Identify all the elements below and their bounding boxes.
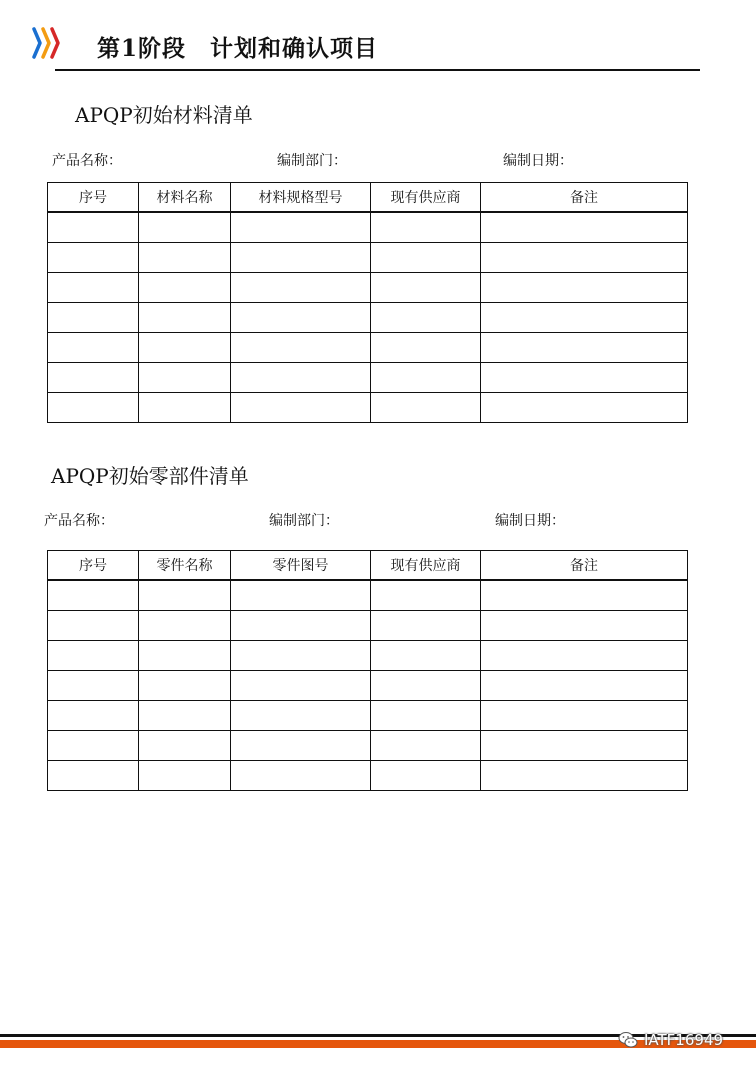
page-title: 第1阶段 计划和确认项目 [97,35,379,62]
table-cell [481,243,688,273]
materials-department-label: 编制部门： [277,153,347,169]
table-cell [371,701,481,731]
table-cell [371,273,481,303]
table-cell [371,333,481,363]
table-cell [48,243,139,273]
parts-table [47,550,688,791]
parts-table-header [48,551,688,581]
table-cell [481,273,688,303]
table-row [48,243,688,273]
table-cell [371,393,481,423]
table-cell [231,701,371,731]
table-row [48,273,688,303]
table-cell [139,303,231,333]
table-cell [481,393,688,423]
table-cell [231,243,371,273]
table-cell [48,761,139,791]
table-cell [481,671,688,701]
table-cell [139,393,231,423]
header-divider [55,69,700,71]
table-cell [231,212,371,243]
column-header-supplier: 现有供应商 [371,551,481,581]
table-cell [48,212,139,243]
materials-product-name-label: 产品名称： [52,153,122,169]
wechat-icon [618,1031,638,1049]
table-cell [139,731,231,761]
table-cell [481,701,688,731]
table-cell [139,212,231,243]
table-cell [371,303,481,333]
parts-section-title: APQP初始零部件清单 [51,464,249,488]
table-cell [48,333,139,363]
table-cell [139,273,231,303]
table-row [48,731,688,761]
table-row [48,333,688,363]
table-row [48,611,688,641]
table-cell [231,303,371,333]
table-cell [231,273,371,303]
table-cell [139,243,231,273]
parts-department-label: 编制部门： [269,513,339,529]
column-header-material-name: 材料名称 [139,183,231,213]
table-cell [231,363,371,393]
table-cell [231,671,371,701]
materials-table [47,182,688,423]
table-cell [481,611,688,641]
table-cell [481,761,688,791]
materials-date-label: 编制日期： [503,153,573,169]
table-cell [481,363,688,393]
table-cell [139,701,231,731]
watermark-text: IATF16949 [644,1031,724,1049]
table-cell [48,580,139,611]
table-cell [48,611,139,641]
table-cell [48,273,139,303]
table-cell [231,761,371,791]
table-cell [139,333,231,363]
table-cell [481,333,688,363]
table-row [48,761,688,791]
table-row [48,701,688,731]
column-header-part-name: 零件名称 [139,551,231,581]
table-cell [481,303,688,333]
table-cell [481,731,688,761]
table-cell [48,671,139,701]
table-cell [371,671,481,701]
column-header-part-drawing-no: 零件图号 [231,551,371,581]
column-header-remarks: 备注 [481,183,688,213]
parts-date-label: 编制日期： [495,513,565,529]
column-header-remarks: 备注 [481,551,688,581]
table-row [48,303,688,333]
table-cell [371,641,481,671]
table-cell [139,611,231,641]
table-cell [231,611,371,641]
table-cell [48,731,139,761]
table-cell [371,212,481,243]
table-cell [371,580,481,611]
table-row [48,580,688,611]
table-cell [139,580,231,611]
table-cell [139,641,231,671]
table-cell [231,333,371,363]
table-cell [371,761,481,791]
chevron-logo-icon [30,25,64,61]
watermark [618,1028,723,1052]
table-cell [48,641,139,671]
parts-product-name-label: 产品名称： [44,513,114,529]
table-cell [231,641,371,671]
materials-section-title: APQP初始材料清单 [75,103,253,127]
table-cell [481,212,688,243]
table-row [48,212,688,243]
table-cell [48,363,139,393]
table-cell [48,303,139,333]
table-cell [48,701,139,731]
table-cell [481,580,688,611]
table-cell [139,761,231,791]
column-header-index: 序号 [48,183,139,213]
table-cell [231,731,371,761]
column-header-material-spec: 材料规格型号 [231,183,371,213]
materials-table-header [48,183,688,213]
column-header-index: 序号 [48,551,139,581]
table-cell [481,641,688,671]
column-header-supplier: 现有供应商 [371,183,481,213]
table-row [48,393,688,423]
table-cell [371,731,481,761]
table-cell [371,611,481,641]
table-cell [139,671,231,701]
table-cell [139,363,231,393]
table-row [48,363,688,393]
table-cell [48,393,139,423]
table-cell [371,243,481,273]
table-row [48,641,688,671]
table-row [48,671,688,701]
table-cell [371,363,481,393]
table-cell [231,580,371,611]
table-cell [231,393,371,423]
